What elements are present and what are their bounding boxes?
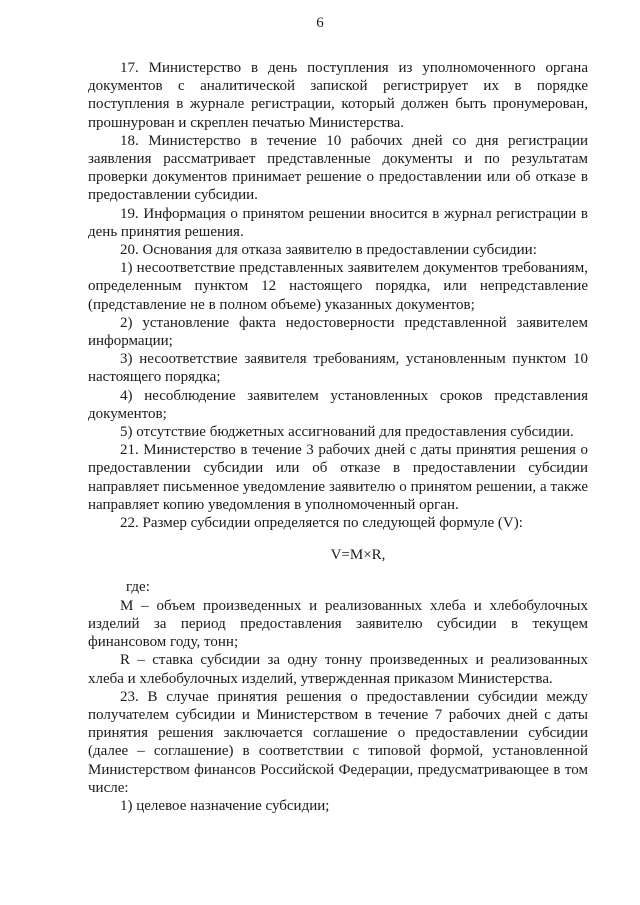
refusal-ground-4: 4) несоблюдение заявителем установленных сроков представления документов;	[88, 387, 588, 422]
paragraph-20: 20. Основания для отказа заявителю в предоставлении субсидии:	[120, 242, 537, 259]
definition-r: R – ставка субсидии за одну тонну произведенных и реализованных хлеба и хлебобулочных изделий, утвержденная приказом Министерства.	[88, 652, 588, 687]
page-number: 6	[316, 15, 324, 31]
refusal-ground-2: 2) установление факта недостоверности представленной заявителем информации;	[88, 314, 588, 350]
paragraph-19: 19. Информация о принятом решении вносится в журнал регистрации в день принятия решения.	[88, 205, 588, 240]
where-label: где:	[126, 579, 150, 596]
subsidy-formula: V=M×R,	[330, 547, 386, 564]
refusal-ground-1: 1) несоответствие представленных заявителем документов требованиям, определенным пунктом 12 настоящего порядка, или непредставление (представление не в полном объеме) указанных документов;	[88, 260, 588, 313]
paragraph-18: 18. Министерство в течение 10 рабочих дней со дня регистрации заявления рассматривает представленные документы и по результатам проверки документов принимает решение о предоставлении или об отказе в предоставлении субсидии.	[88, 132, 588, 204]
paragraph-17: 17. Министерство в день поступления из уполномоченного органа документов с аналитической запиской регистрирует их в порядке поступления в журнале регистрации, который должен быть пронумерован, прошнурован и скреплен печатью Министерства.	[88, 60, 588, 131]
paragraph-21: 21. Министерство в течение 3 рабочих дней с даты принятия решения о предоставлении субсидии или об отказе в предоставлении субсидии направляет письменное уведомление заявителю о принятом решении, а также направляет копию уведомления в уполномоченный орган.	[88, 442, 588, 513]
definition-m: М – объем произведенных и реализованных хлеба и хлебобулочных изделий за период предоставления заявителю субсидии в текущем финансовом году, тонн;	[88, 597, 588, 651]
refusal-ground-3: 3) несоответствие заявителя требованиям, установленным пунктом 10 настоящего порядка;	[88, 351, 588, 386]
agreement-item-1: 1) целевое назначение субсидии;	[120, 797, 330, 814]
document-body	[88, 59, 588, 815]
paragraph-23: 23. В случае принятия решения о предоставлении субсидии между получателем субсидии и Министерством в течение 7 рабочих дней с даты принятия решения заключается соглашение о предоставлении субсидии (далее – соглашение) в соответствии с типовой формой, установленной Министерством финансов Российской Федерации, предусматривающее в том числе:	[88, 688, 588, 796]
refusal-ground-5: 5) отсутствие бюджетных ассигнований для предоставления субсидии.	[120, 424, 574, 441]
paragraph-22: 22. Размер субсидии определяется по следующей формуле (V):	[120, 515, 523, 532]
